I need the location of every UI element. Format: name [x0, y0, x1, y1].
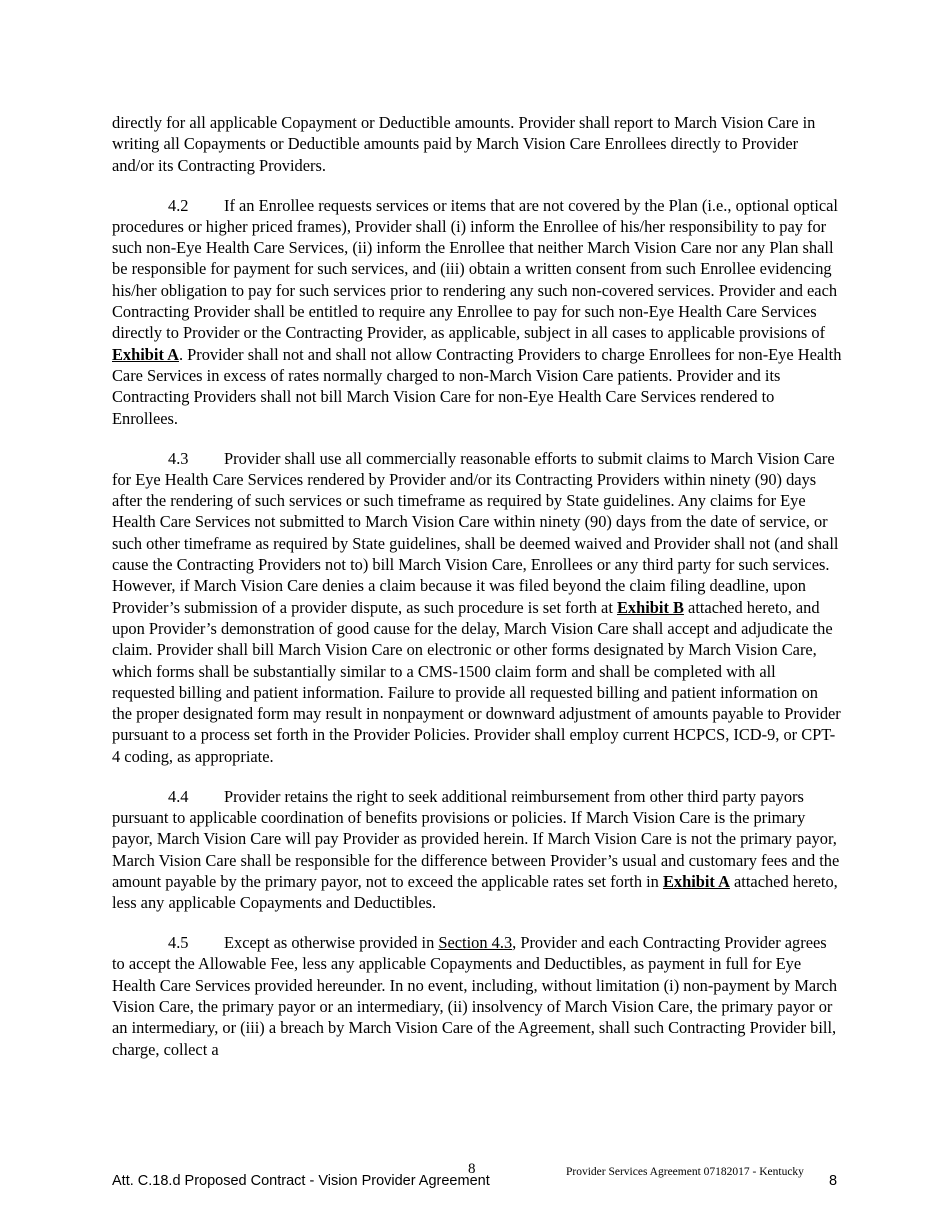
footer-attachment-label: Att. C.18.d Proposed Contract - Vision Provider Agreement — [112, 1173, 490, 1189]
section-number: 4.4 — [168, 786, 189, 806]
section-4-3 — [112, 448, 842, 767]
section-text: Provider shall use all commercially reasonable efforts to submit claims to March Vision Care for Eye Health Care Services rendered by Provider and/or its Contracting Providers within ninety (90) days after the rendering of such services or such timeframe as required by State guidelines. Any claims for Eye Health Care Services not submitted to March Vision Care within ninety (90) days from the date of service, or such other timeframe as required by State guidelines, shall be deemed waived and Provider shall not (and shall cause the Contracting Providers not to) bill March Vision Care, Enrollees or any third party for such services. However, if March Vision Care denies a claim because it was filed beyond the claim filing deadline, upon Provider’s submission of a provider dispute, as such procedure is set forth at — [112, 448, 839, 617]
section-number: 4.3 — [168, 448, 189, 468]
section-text: attached hereto, and upon Provider’s demonstration of good cause for the delay, March Vision Care shall accept and adjudicate the claim. Provider shall bill March Vision Care on electronic or other forms designated by March Vision Care, which forms shall be substantially similar to a CMS-1500 claim form and shall be completed with all requested billing and patient information. Failure to provide all requested billing and patient information on the proper designated form may result in nonpayment or downward adjustment of amounts payable to Provider pursuant to a process set forth in the Provider Policies. Provider shall employ current HCPCS, ICD-9, or CPT-4 coding, as appropriate. — [112, 597, 841, 766]
section-text: Provider retains the right to seek additional reimbursement from other third party payors pursuant to applicable coordination of benefits provisions or policies. If March Vision Care is the primary payor, March Vision Care will pay Provider as provided herein. If March Vision Care is not the primary payor, March Vision Care shall be responsible for the difference between Provider’s usual and customary fees and the amount payable by the primary payor, not to exceed the applicable rates set forth in — [112, 786, 840, 891]
continuation-text: directly for all applicable Copayment or Deductible amounts. Provider shall report to March Vision Care in writing all Copayments or Deductible amounts paid by March Vision Care Enrollees directly to Provider and/or its Contracting Providers. — [112, 113, 816, 175]
section-text: Except as otherwise provided in — [224, 933, 439, 953]
section-text: attached hereto, less any applicable Copayments and Deductibles. — [112, 871, 838, 913]
section-text: , Provider and each Contracting Provider agrees to accept the Allowable Fee, less any applicable Copayments and Deductibles, as payment in full for Eye Health Care Services provided hereunder. In no event, including, without limitation (i) non-payment by March Vision Care, the primary payor or an intermediary, (ii) insolvency of March Vision Care, the primary payor or an intermediary, or (iii) a breach by March Vision Care of the Agreement, shall such Contracting Provider bill, charge, collect a — [112, 933, 838, 1059]
section-4-4 — [112, 786, 842, 914]
exhibit-reference: Exhibit A — [112, 344, 179, 364]
section-number: 4.5 — [168, 933, 189, 953]
section-text: If an Enrollee requests services or items that are not covered by the Plan (i.e., optional optical procedures or higher priced frames), Provider shall (i) inform the Enrollee of his/her responsibility to pay for such non-Eye Health Care Services, (ii) inform the Enrollee that neither March Vision Care nor any Plan shall be responsible for payment for such services, and (iii) obtain a written consent from such Enrollee evidencing his/her obligation to pay for such services prior to rendering any such non-covered services. Provider and each Contracting Provider shall be entitled to require any Enrollee to pay for such non-Eye Health Care Services directly to Provider or the Contracting Provider, as applicable, subject in all cases to applicable provisions of — [112, 195, 838, 343]
section-number: 4.2 — [168, 195, 189, 215]
exhibit-reference: Exhibit B — [616, 597, 684, 617]
footer-page-number-right: 8 — [829, 1173, 838, 1189]
footer-page-number: 8 — [468, 1161, 476, 1177]
section-4-5 — [112, 932, 842, 1060]
document-body — [112, 112, 842, 1079]
footer-agreement-id: Provider Services Agreement 07182017 - Kentucky — [566, 1166, 804, 1178]
exhibit-reference: Exhibit A — [662, 871, 730, 891]
section-reference: Section 4.3 — [438, 933, 513, 953]
section-4-2 — [112, 195, 842, 429]
continuation-paragraph — [112, 112, 842, 176]
section-text: . Provider shall not and shall not allow Contracting Providers to charge Enrollees for non-Eye Health Care Services in excess of rates normally charged to non-March Vision Care patients. Provider and its Contracting Providers shall not bill March Vision Care for non-Eye Health Care Services rendered to Enrollees. — [112, 344, 842, 428]
